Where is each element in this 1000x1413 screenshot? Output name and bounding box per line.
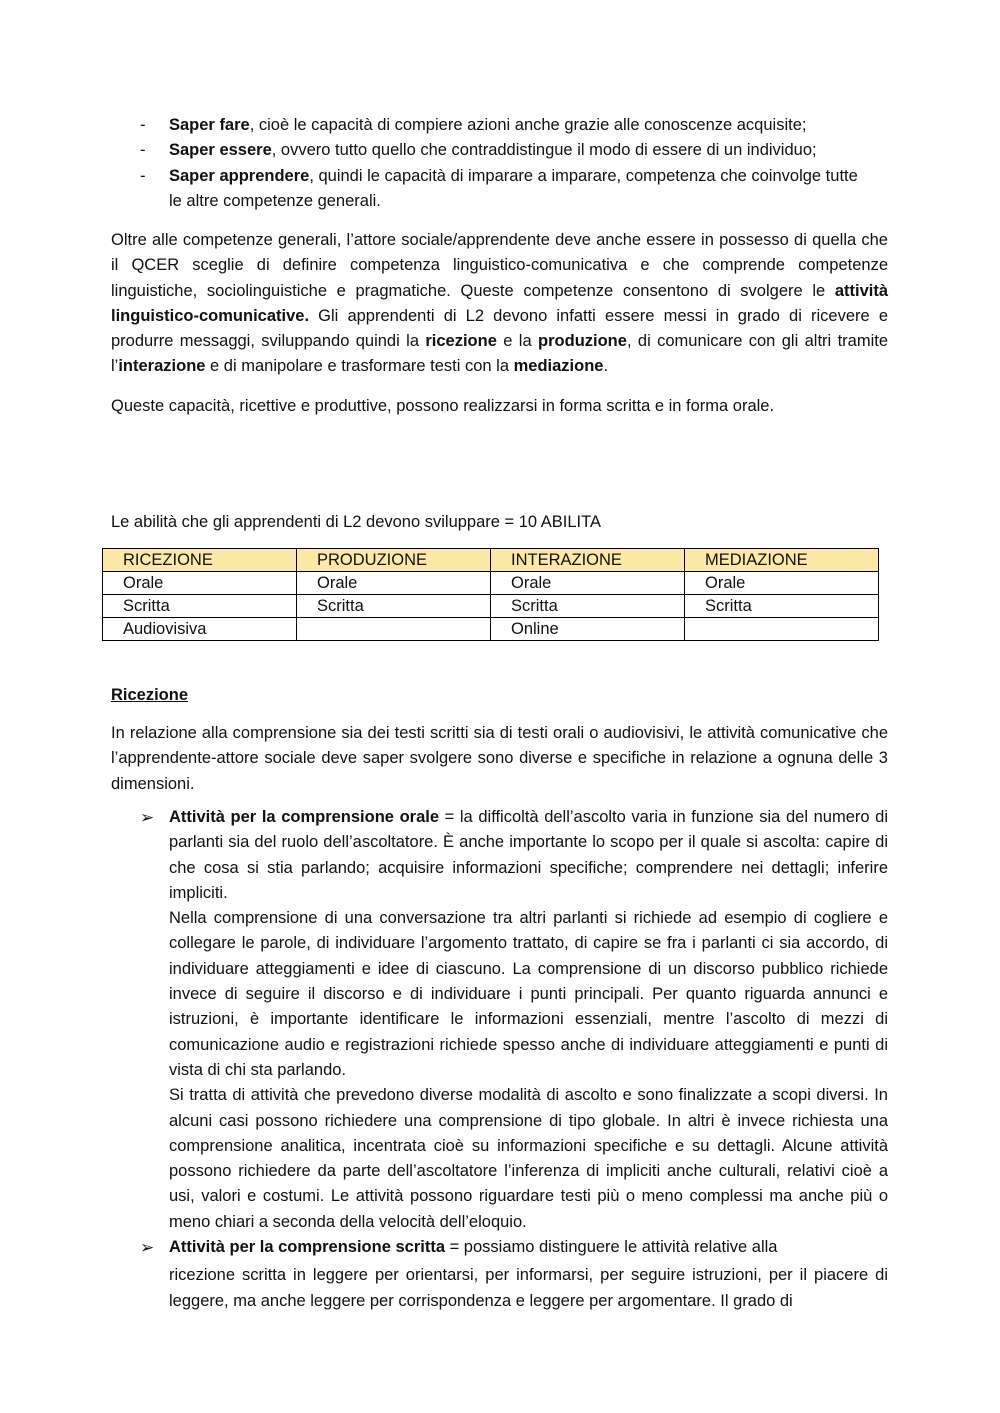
arrow-bullet-icon: ➢ [140, 1238, 155, 1258]
list-item-term: Saper essere [169, 141, 272, 160]
dash-bullet: - [140, 116, 146, 134]
arrow-bullet-icon: ➢ [140, 808, 155, 827]
list-item [140, 113, 890, 138]
paragraph-reception: In relazione alla comprensione sia dei testi scritti sia di testi orali o audiovisivi, le attività comunicative che l’apprendente-attore sociale deve saper svolgere sono diverse e specifiche in relazione a ognuna delle 3 dimensioni. [111, 724, 888, 793]
table-cell: Scritta [685, 595, 879, 618]
competence-list [140, 113, 890, 214]
paragraph-bold: interazione [118, 357, 206, 376]
paragraph-text: Oltre alle competenze generali, l’attore sociale/apprendente deve anche essere in possesso di quella che il QCER sceglie di definire competenza linguistico-comunicativa e che comprende competenze linguistiche, sociolinguistiche e pragmatiche. Queste competenze consentono di svolgere le [111, 231, 888, 300]
paragraph-text: . [603, 357, 609, 376]
table-row [103, 618, 879, 641]
paragraph-bold: ricezione [425, 332, 497, 351]
list-item [140, 1235, 888, 1314]
table-header-cell: MEDIAZIONE [685, 549, 879, 572]
table-cell: Scritta [491, 595, 685, 618]
list-item-paragraph [169, 805, 888, 906]
list-item-text: , ovvero tutto quello che contraddistingue il modo di essere di un individuo; [271, 141, 817, 160]
paragraph-bold: attività linguistico-comunicative. [111, 281, 888, 325]
paragraph-competences [111, 228, 888, 380]
list-item-term: Saper apprendere [169, 166, 310, 185]
table-header-cell: PRODUZIONE [297, 549, 491, 572]
list-item-term: Saper fare [169, 116, 250, 134]
paragraph-forms: Queste capacità, ricettive e produttive, possono realizzarsi in forma scritta e in forma orale. [111, 397, 775, 415]
list-item-paragraph: ricezione scritta in leggere per orientarsi, per informarsi, per seguire istruzioni, per il piacere di leggere, ma anche leggere per corrispondenza e leggere per argomentare. Il grado di [169, 1266, 888, 1310]
table-header-cell: RICEZIONE [103, 549, 297, 572]
section-title: Ricezione [111, 686, 189, 704]
table-caption: Le abilità che gli apprendenti di L2 devono sviluppare = 10 ABILITA [111, 513, 601, 531]
list-item-text: , cioè le capacità di compiere azioni anche grazie alle conoscenze acquisite; [249, 116, 807, 134]
table-cell: Online [491, 618, 685, 641]
table-row [103, 595, 879, 618]
paragraph-text: e la [496, 332, 539, 351]
activity-list [140, 805, 888, 1314]
list-item-term: Attività per la comprensione orale [169, 808, 440, 826]
paragraph-text: e di manipolare e trasformare testi con la [205, 357, 514, 376]
dash-bullet: - [140, 166, 146, 185]
list-item [140, 805, 888, 1235]
skills-table [102, 548, 879, 641]
table-cell: Orale [103, 572, 297, 595]
list-item [140, 138, 890, 163]
table-cell: Audiovisiva [103, 618, 297, 641]
paragraph-text: Gli apprendenti di L2 devono infatti essere messi in grado di ricevere e produrre messaggi, sviluppando quindi la [111, 306, 888, 351]
table-cell: Scritta [297, 595, 491, 618]
list-item-paragraph [169, 1235, 888, 1260]
table-cell [685, 618, 879, 641]
table-cell: Scritta [103, 595, 297, 618]
table-cell: Orale [685, 572, 879, 595]
table-header-row [103, 549, 879, 572]
table-header-cell: INTERAZIONE [491, 549, 685, 572]
list-item-term: Attività per la comprensione scritta [169, 1238, 445, 1257]
paragraph-bold: mediazione [513, 357, 604, 376]
list-item-text: , quindi le capacità di imparare a imparare, competenza che coinvolge tutte le altre competenze generali. [169, 166, 858, 210]
table-cell: Orale [297, 572, 491, 595]
list-item-paragraph: Nella comprensione di una conversazione tra altri parlanti si richiede ad esempio di cogliere e collegare le parole, di individuare l’argomento trattato, di capire se fra i parlanti ci sia accordo, di individuare atteggiamenti e idee di ciascuno. La comprensione di un discorso pubblico richiede invece di seguire il discorso e di individuare i punti principali. Per quanto riguarda annunci e istruzioni, è importante identificare le informazioni essenziali, mentre l’ascolto di mezzi di comunicazione audio e registrazioni richiede spesso anche di individuare atteggiamenti e punti di vista di chi sta parlando. [169, 909, 888, 1079]
list-item-text: = la difficoltà dell’ascolto varia in funzione sia del numero di parlanti sia del ruolo dell’ascoltatore. È anche importante lo scopo per il quale si ascolta: capire di che cosa si stia parlando; acquisire informazioni specifiche; comprendere nei dettagli; inferire impliciti. [169, 808, 888, 902]
list-item [140, 164, 890, 215]
table-cell [297, 618, 491, 641]
table-cell: Orale [491, 572, 685, 595]
table-row [103, 572, 879, 595]
dash-bullet: - [140, 141, 146, 160]
list-item-paragraph: Si tratta di attività che prevedono diverse modalità di ascolto e sono finalizzate a scopi diversi. In alcuni casi possono richiedere una comprensione di tipo globale. In altri è invece richiesta una comprensione analitica, incentrata cioè su informazioni specifiche e su dettagli. Alcune attività possono richiedere da parte dell’ascoltatore l’inferenza di impliciti anche culturali, relativi cioè a usi, valori e costumi. Le attività possono riguardare testi più o meno complessi ma anche più o meno chiari a seconda della velocità dell’eloquio. [169, 1086, 888, 1231]
paragraph-text: , di comunicare con gli altri tramite l’ [111, 332, 888, 376]
paragraph-bold: produzione [538, 332, 627, 351]
list-item-text: = possiamo distinguere le attività relative alla [445, 1238, 778, 1257]
